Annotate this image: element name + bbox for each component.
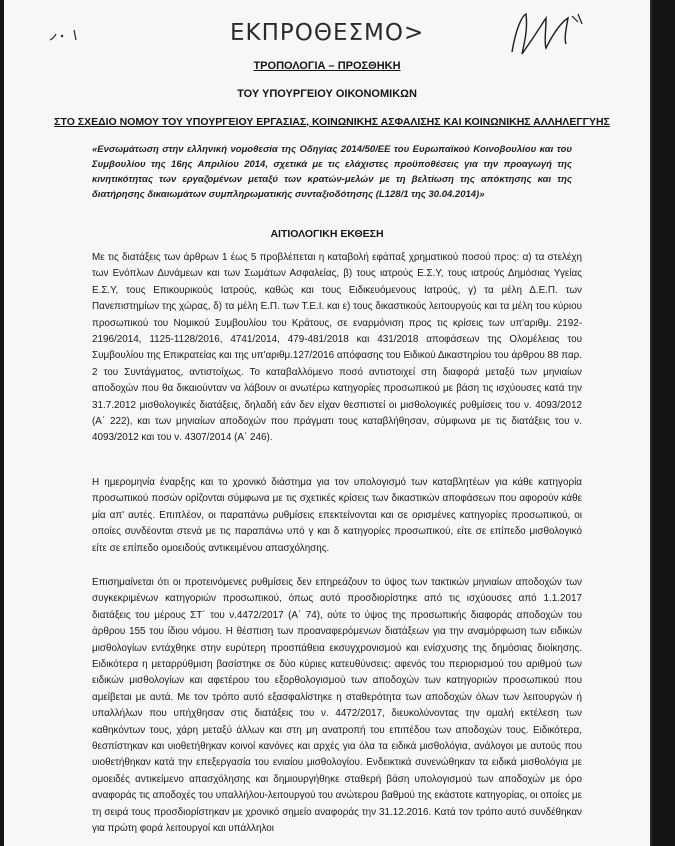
- handwritten-signature: [502, 8, 602, 63]
- document-page: [4, 0, 650, 846]
- bill-title: ΣΤΟ ΣΧΕΔΙΟ ΝΟΜΟΥ ΤΟΥ ΥΠΟΥΡΓΕΙΟΥ ΕΡΓΑΣΙΑΣ, ΚΟΙΝΩΝΙΚΗΣ ΑΣΦΑΛΙΣΗΣ ΚΑΙ ΚΟΙΝΩΝΙΚΗΣ ΑΛΛΗΛΕΓΓΥΗΣ: [54, 116, 610, 128]
- document-title: ΤΡΟΠΟΛΟΓΙΑ – ΠΡΟΣΘΗΚΗ: [253, 60, 401, 72]
- paragraph-2: Η ημερομηνία έναρξης και το χρονικό διάστημα για τον υπολογισμό των καταβλητέων για κάθε κατηγορία προσωπικού ποσών ορίζονται σύμφωνα με τις σχετικές κρίσεις των δικαστικών αποφάσεων που αφορούν κάθε μία απ' αυτές. Επιπλέον, οι παραπάνω ρυθμίσεις επεκτείνονται και σε ορισμένες κατηγορίες προσωπικού, οι οποίες συνδέονται στενά με τις παραπάνω υπό γ και δ κατηγορίες προσωπικού, είτε σε επίπεδο μισθολογικό είτε σε επίπεδο ομοειδούς αντικειμένου απασχόλησης.: [92, 477, 582, 554]
- ministry-title: ΤΟΥ ΥΠΟΥΡΓΕΙΟΥ ΟΙΚΟΝΟΜΙΚΩΝ: [237, 88, 417, 100]
- bill-subject: «Ενσωμάτωση στην ελληνική νομοθεσία της Οδηγίας 2014/50/ΕΕ του Ευρωπαϊκού Κοινοβουλίου και του Συμβουλίου της 16ης Απριλίου 2014, σχετικά με τις ελάχιστες προϋποθέσεις για την προαγωγή της κινητικότητας των εργαζομένων μεταξύ των κρατών-μελών με τη βελτίωση της απόκτησης και της διατήρησης δικαιωμάτων συμπληρωματικής συνταξιοδότησης (L128/1 της 30.04.2014)»: [92, 144, 572, 200]
- handwritten-mark: [48, 26, 88, 46]
- paragraph-1: Με τις διατάξεις των άρθρων 1 έως 5 προβλέπεται η καταβολή εφάπαξ χρηματικού ποσού προς: α) τα στελέχη των Ενόπλων Δυνάμεων και των Σωμάτων Ασφαλείας, β) τους ιατρούς Ε.Σ.Υ, τους ιατρούς Δημόσιας Υγείας Ε.Σ.Υ, τους Επικουρικούς Ιατρούς, καθώς και τους Ειδικευόμενους Ιατρούς, γ) τα μέλη Δ.Ε.Π. των Πανεπιστημίων της χώρας, δ) τα μέλη Ε.Π. των Τ.Ε.Ι. και ε) τους δικαστικούς λειτουργούς και τα μέλη του κύριου προσωπικού του Νομικού Συμβουλίου του Κράτους, σε εναρμόνιση προς τις κρίσεις των υπ'αριθμ. 2192-2196/2014, 1125-1128/2016, 4741/2014, 479-481/2018 και 431/2018 αποφάσεων της Ολομέλειας του Συμβουλίου της Επικρατείας και της υπ'αριθμ.127/2016 απόφασης του Ειδικού Δικαστηρίου του άρθρου 88 παρ. 2 του Συντάγματος, αντιστοίχως. Το καταβαλλόμενο ποσό αντιστοιχεί στη διαφορά μεταξύ των μηνιαίων αποδοχών που θα δικαιούνταν να λάβουν οι ανωτέρω κατηγορίες προσωπικού με βάση τις ισχύουσες κατά την 31.7.2012 μισθολογικές διατάξεις, δηλαδή εάν δεν είχαν θεσπιστεί οι μισθολογικές ρυθμίσεις του ν. 4093/2012 (Α΄ 222), και των μηνιαίων αποδοχών που πράγματι τους καταβλήθησαν, σύμφωνα με τις διατάξεις του ν. 4093/2012 και του ν. 4307/2014 (Α΄ 246).: [92, 252, 583, 444]
- deadline-stamp: ΕΚΠΡΟΘΕΣΜΟ>: [230, 20, 425, 46]
- section-heading: ΑΙΤΙΟΛΟΓΙΚΗ ΕΚΘΕΣΗ: [270, 228, 384, 240]
- paragraph-3: Επισημαίνεται ότι οι προτεινόμενες ρυθμίσεις δεν επηρεάζουν το ύψος των τακτικών μηνιαίων αποδοχών των συγκεκριμένων κατηγοριών προσωπικού, όπως αυτό προσδιορίστηκε από τις ισχύουσες από 1.1.2017 διατάξεις του μέρους ΣΤ΄ του ν.4472/2017 (Α΄ 74), ούτε το ύψος της προσωπικής διαφοράς αποδοχών του άρθρου 155 του ίδιου νόμου. Η θέσπιση των προαναφερόμενων διατάξεων για την αναμόρφωση των ειδικών μισθολογίων εντάχθηκε στην ευρύτερη προσπάθεια εκσυγχρονισμού και ενίσχυσης της δημόσιας διοίκησης. Ειδικότερα η μεταρρύθμιση βασίστηκε σε δύο κύριες κατευθύνσεις: αφενός του περιορισμού του αριθμού των ειδικών μισθολογίων και αφετέρου του εξορθολογισμού των αποδοχών των κατηγοριών προσωπικού που αμείβεται με αυτά. Με τον τρόπο αυτό εξασφαλίστηκε η σταθερότητα των αποδοχών όλων των λειτουργών ή υπαλλήλων που υπήχθησαν στις διατάξεις του ν. 4472/2017, διευκολύνοντας την ομαλή εκτέλεση των καθηκόντων τους, χάρη μεταξύ άλλων και στη μη ανατροπή του επιπέδου των αποδοχών τους. Ειδικότερα, θεσπίστηκαν και υιοθετήθηκαν κοινοί κανόνες και αρχές για όλα τα ειδικά μισθολόγια, ανάλογοι με αυτούς που υιοθετήθηκαν κατά την επεξεργασία του ενιαίου μισθολογίου. Ενδεικτικά συνενώθηκαν τα ειδικά μισθολόγια με ομοειδές αντικείμενο απασχόλησης και δημιουργήθηκε σταθερή βάση υπολογισμού των αποδοχών με όρο αναφοράς τις αποδοχές του υπαλλήλου-λειτουργού του ανώτερου βαθμού της εκάστοτε κατηγορίας, οι οποίες με τη σειρά τους προσδιορίστηκαν με χρονικό σημείο αναφοράς την 31.12.2016. Κατά τον τρόπο αυτό συνδέθηκαν για πρώτη φορά λειτουργοί και υπάλληλοι: [92, 577, 582, 835]
